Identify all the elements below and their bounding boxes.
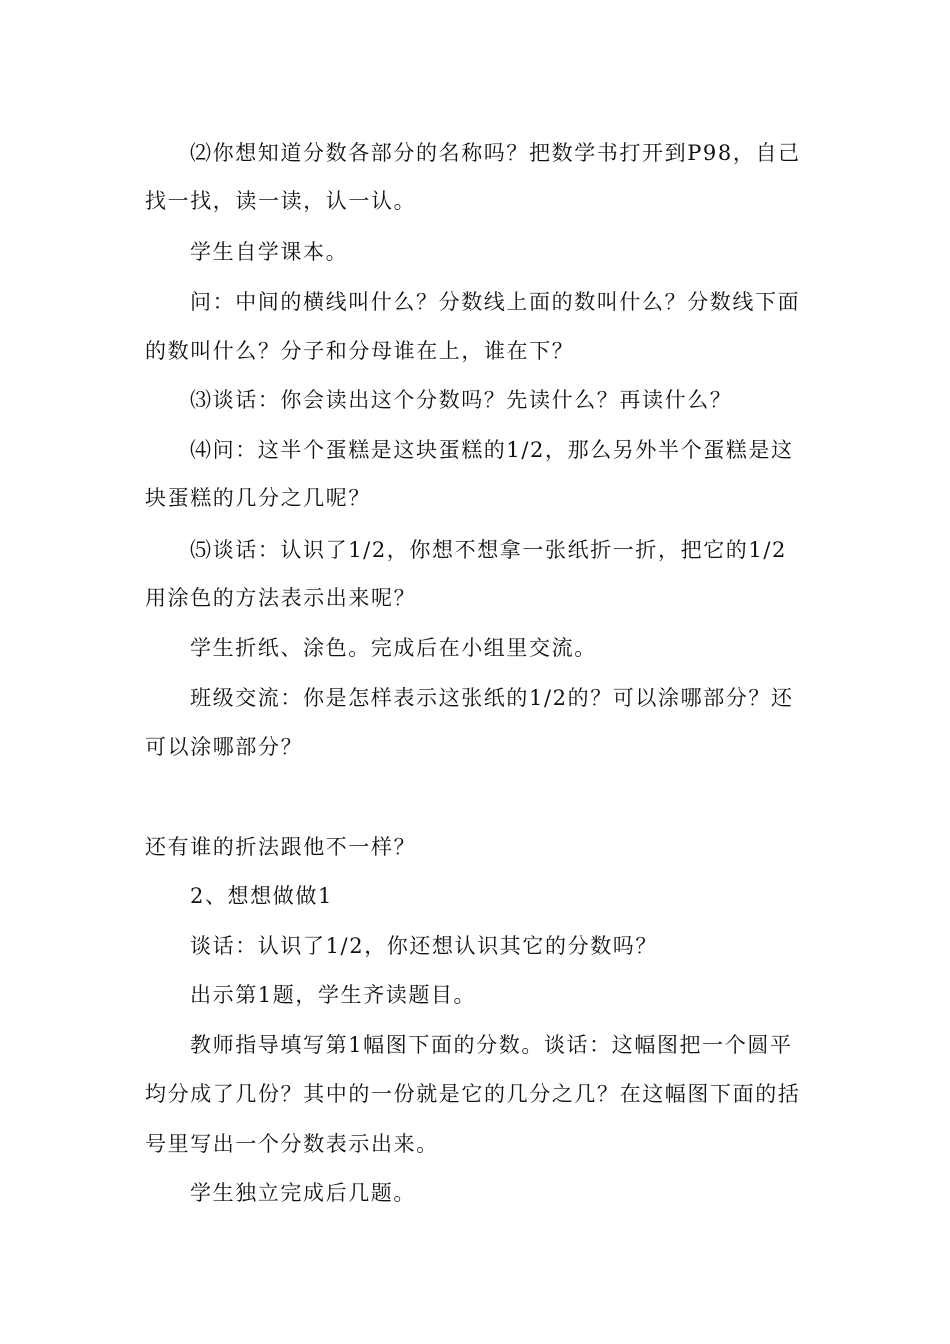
- paragraph-line: 学生折纸、涂色。完成后在小组里交流。: [190, 636, 597, 660]
- paragraph-line: 学生自学课本。: [190, 240, 349, 264]
- paragraph-line: 2、想想做做1: [190, 884, 333, 908]
- paragraph-line: 谈话：认识了1/2，你还想认识其它的分数吗？: [190, 934, 658, 958]
- paragraph-line: ⑷问：这半个蛋糕是这块蛋糕的1/2，那么另外半个蛋糕是这: [190, 438, 794, 462]
- paragraph-line: 均分成了几份？其中的一份就是它的几分之几？在这幅图下面的括: [145, 1082, 801, 1106]
- paragraph-line: 的数叫什么？分子和分母谁在上，谁在下？: [145, 339, 575, 363]
- paragraph-line: 问：中间的横线叫什么？分数线上面的数叫什么？分数线下面: [190, 290, 801, 314]
- paragraph-line: 还有谁的折法跟他不一样？: [145, 835, 417, 859]
- paragraph-line: 找一找，读一读，认一认。: [145, 189, 417, 213]
- paragraph-line: ⑸谈话：认识了1/2，你想不想拿一张纸折一折，把它的1/2: [190, 538, 787, 562]
- paragraph-line: 教师指导填写第1幅图下面的分数。谈话：这幅图把一个圆平: [190, 1033, 793, 1057]
- paragraph-line: 可以涂哪部分？: [145, 735, 304, 759]
- paragraph-line: ⑵你想知道分数各部分的名称吗？把数学书打开到P98，自己: [190, 141, 801, 165]
- paragraph-line: ⑶谈话：你会读出这个分数吗？先读什么？再读什么？: [190, 388, 733, 412]
- paragraph-line: 用涂色的方法表示出来呢？: [145, 586, 417, 610]
- paragraph-line: 出示第1题，学生齐读题目。: [190, 983, 477, 1007]
- paragraph-line: 号里写出一个分数表示出来。: [145, 1132, 439, 1156]
- paragraph-line: 学生独立完成后几题。: [190, 1181, 416, 1205]
- paragraph-line: 块蛋糕的几分之几呢？: [145, 486, 371, 510]
- paragraph-line: 班级交流：你是怎样表示这张纸的1/2的？可以涂哪部分？还: [190, 686, 794, 710]
